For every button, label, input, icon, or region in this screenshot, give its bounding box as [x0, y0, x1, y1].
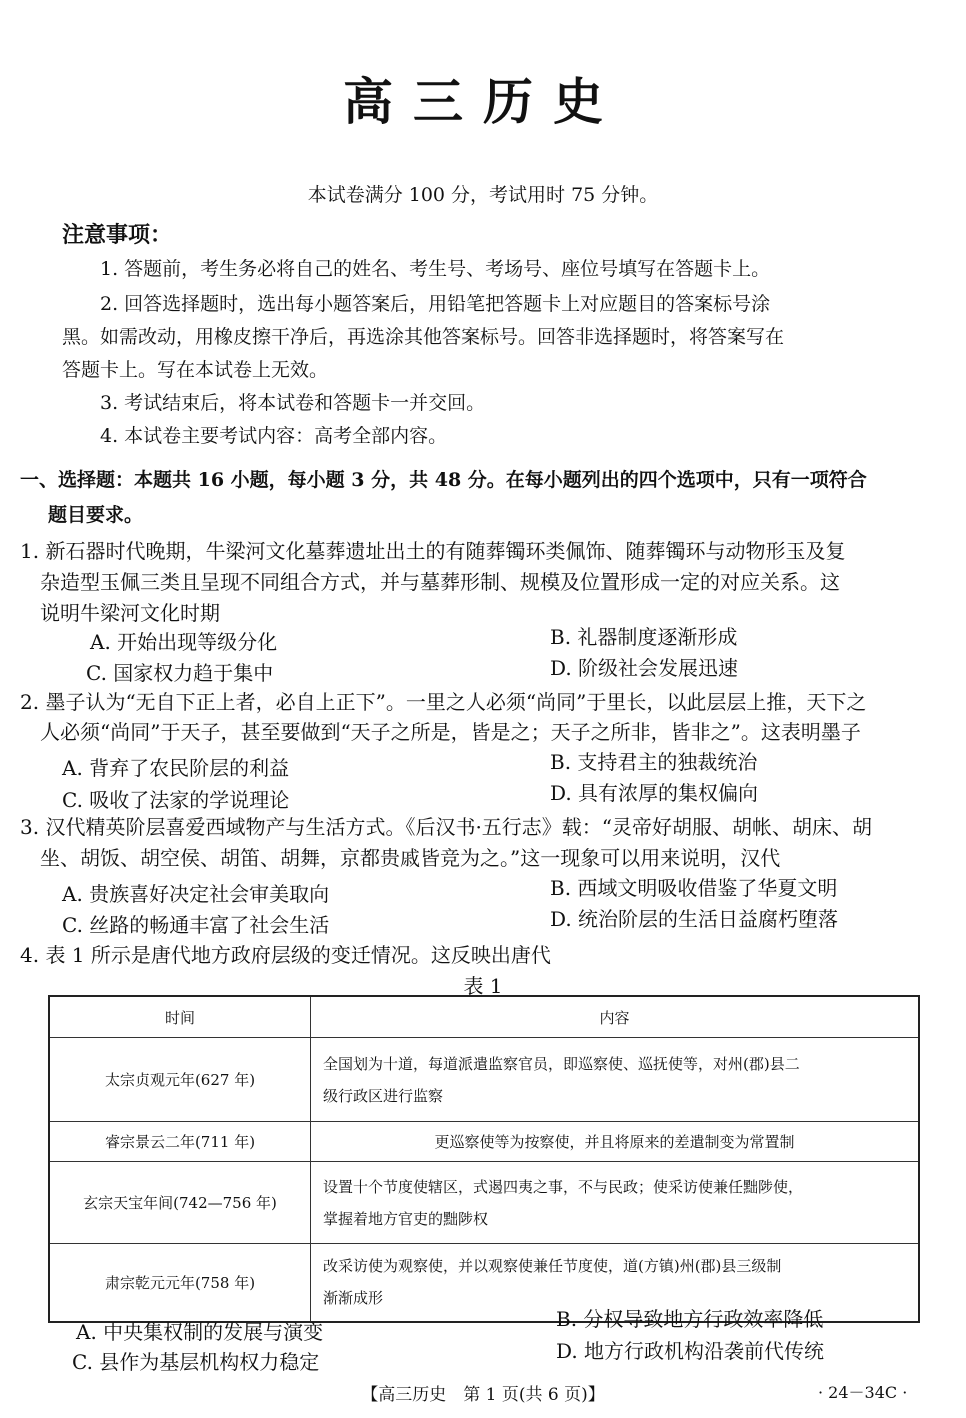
option-b: B. 礼器制度逐渐形成	[550, 625, 738, 649]
option-d: D. 具有浓厚的集权偏向	[550, 781, 759, 805]
option-c: C. 县作为基层机构权力稳定	[72, 1350, 320, 1374]
option-a: A. 贵族喜好决定社会审美取向	[62, 882, 330, 906]
section-heading: 一、选择题：本题共 16 小题，每小题 3 分，共 48 分。在每小题列出的四个选项中，只有一项符合	[20, 469, 867, 491]
table-cell-time: 太宗贞观元年(627 年)	[49, 1038, 311, 1122]
page-footer: 【高三历史 第 1 页(共 6 页)】	[361, 1385, 605, 1405]
notice-line: 2. 回答选择题时，选出每小题答案后，用铅笔把答题卡上对应题目的答案标号涂	[100, 293, 771, 315]
content-line: 改采访使为观察使，并以观察使兼任节度使，道(方镇)州(郡)县三级制	[323, 1257, 782, 1276]
notice-line: 4. 本试卷主要考试内容：高考全部内容。	[100, 425, 448, 447]
table-row	[49, 1038, 919, 1122]
content-line: 渐渐成形	[323, 1289, 384, 1308]
option-c: C. 吸收了法家的学说理论	[62, 788, 290, 812]
notice-line: 答题卡上。写在本试卷上无效。	[62, 359, 329, 381]
content-line: 全国划为十道，每道派遣监察官员，即巡察使、巡抚使等，对州(郡)县二	[323, 1054, 800, 1073]
table-cell-time: 肃宗乾元元年(758 年)	[49, 1244, 311, 1322]
table-row	[49, 1122, 919, 1162]
question-2-line: 人必须“尚同”于天子，甚至要做到“天子之所是，皆是之；天子之所非，皆非之”。这表明墨子	[40, 720, 861, 744]
question-3-line: 坐、胡饭、胡空侯、胡笛、胡舞，京都贵戚皆竞为之。”这一现象可以用来说明，汉代	[40, 846, 781, 870]
content-line: 设置十个节度使辖区，式遏四夷之事，不与民政；使采访使兼任黜陟使，	[323, 1177, 804, 1196]
exam-code: · 24－34C ·	[818, 1383, 908, 1402]
option-b: B. 支持君主的独裁统治	[550, 750, 758, 774]
table-header-time: 时间	[49, 996, 311, 1038]
table-cell-time: 睿宗景云二年(711 年)	[49, 1122, 311, 1162]
table-cell-content	[311, 1162, 920, 1244]
question-1-line: 说明牛梁河文化时期	[40, 601, 220, 625]
table-cell-content	[311, 1038, 920, 1122]
page-title: 高三历史	[343, 72, 623, 131]
question-4-line: 4. 表 1 所示是唐代地方政府层级的变迁情况。这反映出唐代	[20, 943, 551, 967]
local-government-table	[48, 995, 920, 1323]
option-d: D. 地方行政机构沿袭前代传统	[556, 1339, 825, 1363]
option-a: A. 中央集权制的发展与演变	[76, 1320, 324, 1344]
option-b: B. 分权导致地方行政效率降低	[556, 1307, 824, 1331]
section-heading-cont: 题目要求。	[48, 504, 144, 526]
option-a: A. 开始出现等级分化	[90, 630, 278, 654]
content-line: 更巡察使等为按察使，并且将原来的差遣制变为常置制	[434, 1132, 795, 1151]
table-header-content: 内容	[311, 996, 920, 1038]
option-c: C. 国家权力趋于集中	[86, 661, 274, 685]
notice-line: 1. 答题前，考生务必将自己的姓名、考生号、考场号、座位号填写在答题卡上。	[100, 258, 771, 280]
table-cell-time: 玄宗天宝年间(742—756 年)	[49, 1162, 311, 1244]
option-c: C. 丝路的畅通丰富了社会生活	[62, 913, 330, 937]
option-a: A. 背弃了农民阶层的利益	[62, 756, 290, 780]
option-d: D. 统治阶层的生活日益腐朽堕落	[550, 907, 839, 931]
content-line: 掌握着地方官吏的黜陟权	[323, 1209, 489, 1228]
notice-heading: 注意事项：	[62, 222, 173, 248]
question-1-line: 杂造型玉佩三类且呈现不同组合方式，并与墓葬形制、规模及位置形成一定的对应关系。这	[40, 570, 840, 594]
option-b: B. 西域文明吸收借鉴了华夏文明	[550, 876, 838, 900]
question-2-line: 2. 墨子认为“无自下正上者，必自上正下”。一里之人必须“尚同”于里长，以此层层上推，天下之	[20, 690, 867, 714]
question-3-line: 3. 汉代精英阶层喜爱西域物产与生活方式。《后汉书·五行志》载：“灵帝好胡服、胡帐、胡床、胡	[20, 815, 873, 839]
question-1-line: 1. 新石器时代晚期，牛梁河文化墓葬遗址出土的有随葬镯环类佩饰、随葬镯环与动物形玉及复	[20, 539, 846, 563]
option-d: D. 阶级社会发展迅速	[550, 656, 739, 680]
table-row	[49, 1162, 919, 1244]
notice-line: 黑。如需改动，用橡皮擦干净后，再选涂其他答案标号。回答非选择题时，将答案写在	[62, 326, 785, 348]
exam-info: 本试卷满分 100 分，考试用时 75 分钟。	[307, 184, 659, 206]
table-caption: 表 1	[463, 974, 503, 998]
table-cell-content	[311, 1122, 920, 1162]
notice-line: 3. 考试结束后，将本试卷和答题卡一并交回。	[100, 392, 486, 414]
content-line: 级行政区进行监察	[323, 1086, 444, 1105]
